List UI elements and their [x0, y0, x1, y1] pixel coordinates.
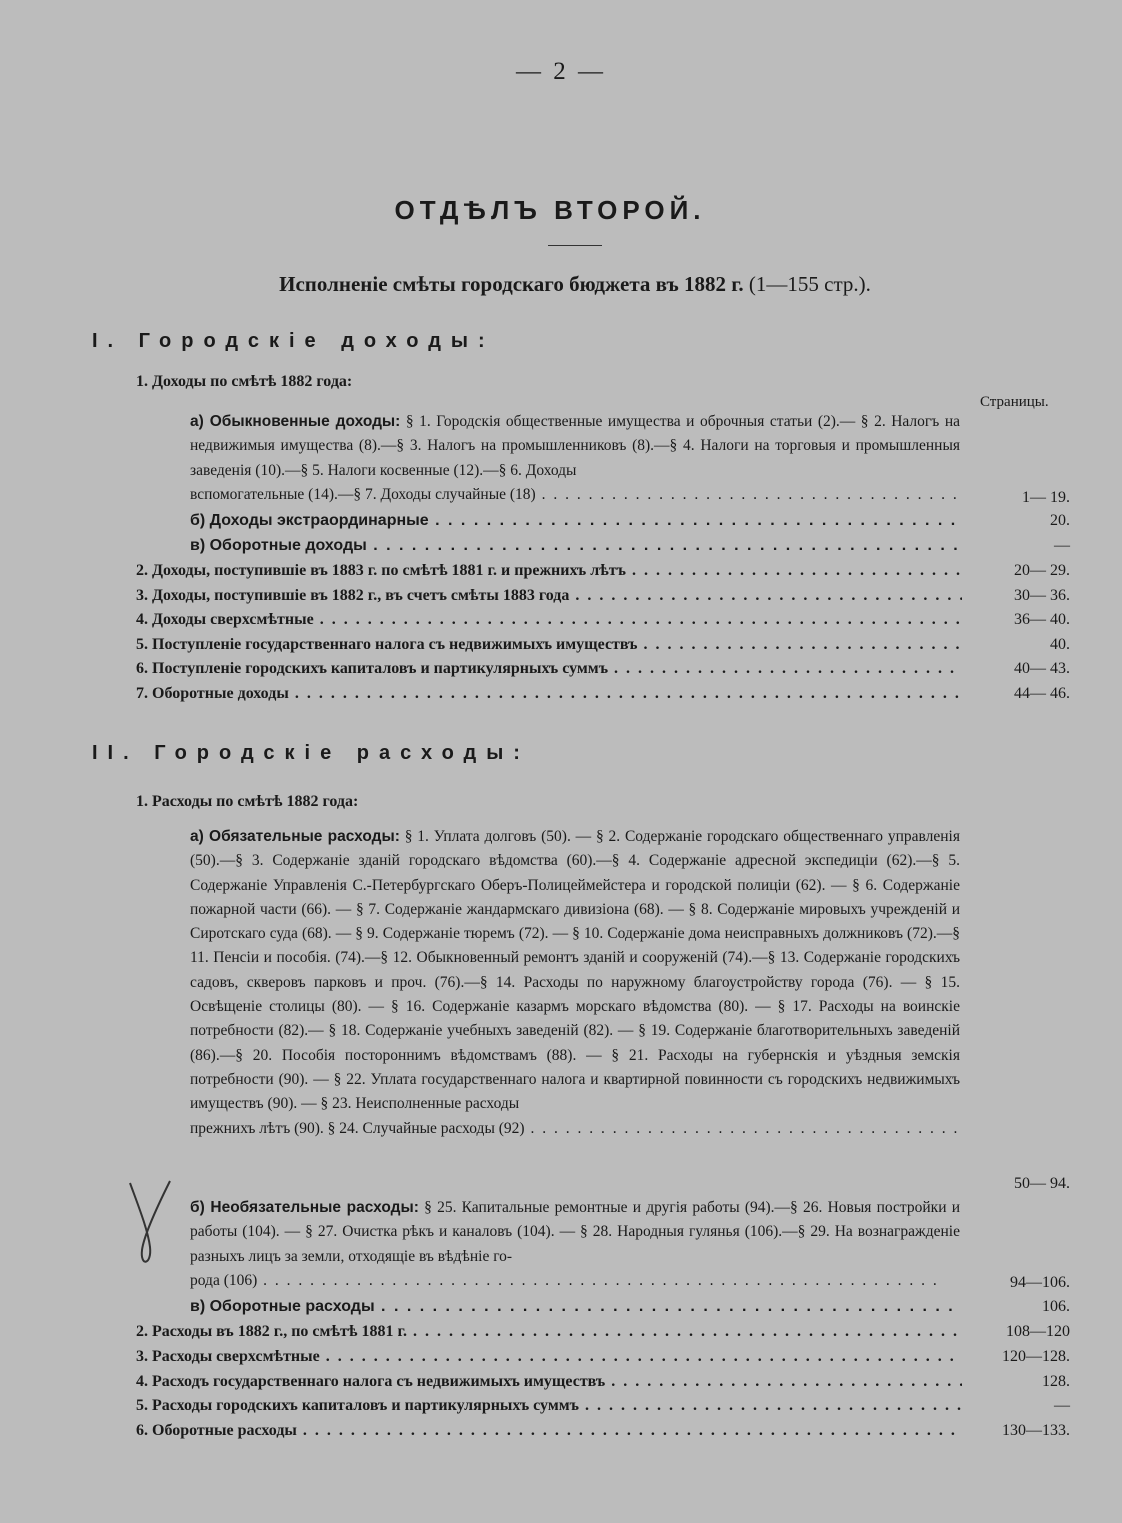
expenses-a-pages: 50— 94. [1014, 1175, 1070, 1192]
income-item-4-pages: 36— 40. [1014, 611, 1070, 628]
expenses-c-pages: 106. [1042, 1298, 1070, 1315]
expenses-b-body: § 25. Капитальные ремонтные и другія работы (94).—§ 26. Новыя постройки и работы (104). — § 27. Очистка рѣкъ и каналовъ (104). — § 28. Народныя гулянья (106).—§ 29. На вознагражденіе разныхъ лицъ за земли, отходящіе въ вѣдѣніе го- [190, 1199, 961, 1265]
expenses-a-label: а) Обязательные расходы: [190, 828, 400, 845]
title-rule [548, 245, 602, 246]
income-b-pages: 20. [1050, 512, 1070, 529]
expenses-item-5-pages: — [1054, 1397, 1070, 1414]
expenses-b-paragraph [190, 1196, 960, 1293]
page-title: ОТДѢЛЪ ВТОРОЙ. [394, 195, 706, 225]
subtitle [0, 272, 1122, 297]
expenses-b-last: рода (106) . . . [190, 1269, 960, 1293]
income-a-last: вспомогательные (14).—§ 7. Доходы случайные (18) . . . [190, 483, 960, 507]
handwritten-mark [120, 1175, 180, 1270]
expenses-item-3: 3. Расходы сверхсмѣтные . . . [136, 1346, 962, 1368]
expenses-item-4: 4. Расходъ государственнаго налога съ недвижимыхъ имуществъ . . . [136, 1371, 962, 1393]
income-a-label: а) Обыкновенные доходы: [190, 413, 401, 430]
expenses-item-4-pages: 128. [1042, 1373, 1070, 1390]
income-sub1: 1. Доходы по смѣтѣ 1882 года: [136, 373, 353, 390]
expenses-a-paragraph [190, 825, 960, 1141]
expenses-a-last: прежнихъ лѣтъ (90). § 24. Случайные расходы (92) . . . [190, 1117, 960, 1141]
pages-column-header: Страницы. [980, 394, 1049, 410]
expenses-b-label: б) Необязательные расходы: [190, 1199, 419, 1216]
expenses-b-pages: 94—106. [1010, 1274, 1070, 1291]
expenses-sub1: 1. Расходы по смѣтѣ 1882 года: [136, 793, 359, 810]
income-item-6-pages: 40— 43. [1014, 660, 1070, 677]
income-b-entry: б) Доходы экстраординарные . . . [190, 510, 962, 532]
income-item-3: 3. Доходы, поступившіе въ 1882 г., въ счетъ смѣты 1883 года . . . [136, 585, 962, 607]
expenses-c-entry: в) Оборотные расходы . . . [190, 1296, 962, 1318]
income-item-5-pages: 40. [1050, 636, 1070, 653]
income-item-2-pages: 20— 29. [1014, 562, 1070, 579]
section-income-heading: I. Городскіе доходы: [92, 330, 495, 352]
income-c-entry: в) Оборотные доходы . . . [190, 535, 962, 557]
income-item-5: 5. Поступленіе государственнаго налога съ недвижимыхъ имуществъ . . . [136, 634, 962, 656]
income-a-pages: 1— 19. [1022, 489, 1070, 506]
expenses-item-2-pages: 108—120 [1006, 1323, 1070, 1340]
subtitle-pages: (1—155 стр.). [748, 272, 871, 296]
expenses-item-2: 2. Расходы въ 1882 г., по смѣтѣ 1881 г. . . . [136, 1321, 962, 1343]
section-expenses-heading: II. Городскіе расходы: [92, 742, 530, 764]
expenses-item-3-pages: 120—128. [1002, 1348, 1070, 1365]
page-number: — 2 — [516, 58, 606, 85]
expenses-item-6-pages: 130—133. [1002, 1422, 1070, 1439]
income-item-6: 6. Поступленіе городскихъ капиталовъ и партикулярныхъ суммъ . . . [136, 658, 962, 680]
income-item-7-pages: 44— 46. [1014, 685, 1070, 702]
income-item-7: 7. Оборотные доходы . . . [136, 683, 962, 705]
expenses-item-5: 5. Расходы городскихъ капиталовъ и партикулярныхъ суммъ . . . [136, 1395, 962, 1417]
income-item-2: 2. Доходы, поступившіе въ 1883 г. по смѣтѣ 1881 г. и прежнихъ лѣтъ . . . [136, 560, 962, 582]
subtitle-text: Исполненіе смѣты городскаго бюджета въ 1882 г. [279, 272, 744, 296]
income-item-3-pages: 30— 36. [1014, 587, 1070, 604]
income-item-4: 4. Доходы сверхсмѣтные . . . [136, 609, 962, 631]
expenses-a-body: § 1. Уплата долговъ (50). — § 2. Содержаніе городскаго общественнаго управленія (50).—§ 3. Содержаніе зданій городскаго вѣдомства (60).—§ 4. Содержаніе адресной экспедиціи (62).—§ 5. Содержаніе Управленія С.-Петербургскаго Оберъ-Полицеймейстера и городской полиціи (62). — § 6. Содержаніе пожарной части (66). — § 7. Содержаніе жандармскаго дивизіона (68). — § 8. Содержаніе мировыхъ учрежденій и Сиротскаго суда (68). — § 9. Содержаніе тюремъ (72). — § 10. Содержаніе дома неисправныхъ должниковъ (72).—§ 11. Пенсіи и пособія. (74).—§ 12. Обыкновенный ремонтъ зданій и сооруженій (74).—§ 13. Содержаніе городскихъ садовъ, скверовъ парковъ и проч. (76).—§ 14. Расходы по наружному благоустройству города (76). — § 15. Освѣщеніе столицы (80). — § 16. Содержаніе казармъ морскаго вѣдомства (80). — § 17. Расходы на воинскіе потребности (82).— § 18. Содержаніе учебныхъ заведеній (82). — § 19. Содержаніе благотворительныхъ заведеній (86).—§ 20. Пособія постороннимъ вѣдомствамъ (88). — § 21. Расходы на губернскія и уѣздныя земскія потребности (90). — § 22. Уплата государственнаго налога и квартирной повинности съ городскихъ недвижимыхъ имуществъ (90). — § 23. Неисполненные расходы [190, 828, 960, 1113]
income-a-body: § 1. Городскія общественные имущества и оброчныя статьи (2).— § 2. Налогъ на недвижимыя имущества (8).—§ 3. Налогъ на промышленниковъ (8).—§ 4. Налоги на торговыя и промышленныя заведенія (10).—§ 5. Налоги косвенные (12).—§ 6. Доходы [190, 413, 960, 479]
income-a-paragraph [190, 410, 960, 507]
income-c-pages: — [1054, 537, 1070, 554]
expenses-item-6: 6. Оборотные расходы . . . [136, 1420, 962, 1442]
